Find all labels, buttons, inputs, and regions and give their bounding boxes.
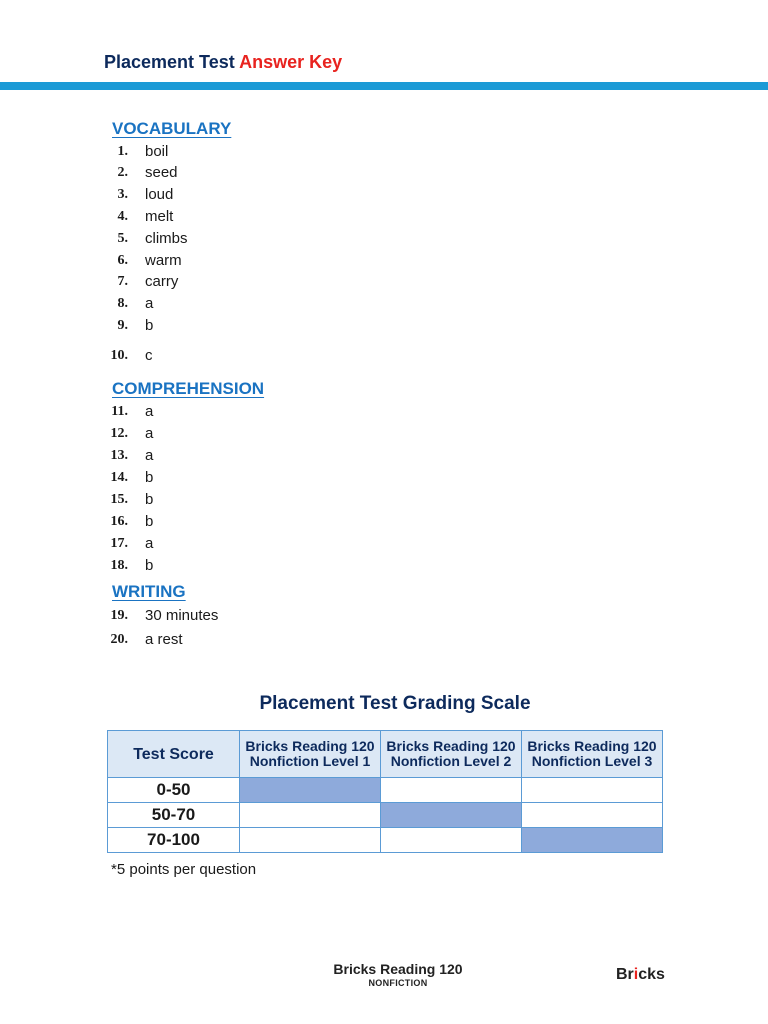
answer-text: a rest xyxy=(145,631,183,648)
answer-item xyxy=(100,142,360,162)
footer-brand-main: Bricks Reading 120 xyxy=(333,961,463,977)
answer-item xyxy=(100,346,360,366)
logo-text-accent: i xyxy=(633,966,639,983)
answer-item xyxy=(100,534,360,554)
answer-item xyxy=(100,229,360,249)
question-number: 13. xyxy=(110,448,128,463)
answer-item xyxy=(100,316,360,336)
answer-text: melt xyxy=(145,208,174,225)
grading-table xyxy=(107,730,663,853)
answer-item xyxy=(100,446,360,466)
col-header-level-3: Bricks Reading 120 Nonfiction Level 3 xyxy=(522,731,663,778)
answer-item xyxy=(100,272,360,292)
answer-text: a xyxy=(145,295,154,312)
col-header-test-score: Test Score xyxy=(108,731,240,778)
level-2-cell xyxy=(381,778,522,803)
question-number: 8. xyxy=(117,296,128,311)
score-range-cell: 0-50 xyxy=(108,778,240,803)
score-range-cell: 70-100 xyxy=(108,828,240,853)
grading-footnote: *5 points per question xyxy=(111,861,257,878)
answer-item xyxy=(100,424,360,444)
answer-item xyxy=(100,207,360,227)
header-rule xyxy=(0,82,768,90)
footer-brand xyxy=(331,962,465,990)
question-number: 1. xyxy=(117,144,128,159)
question-number: 12. xyxy=(110,426,128,441)
logo-text-start: Br xyxy=(616,966,634,983)
section-heading-vocabulary: VOCABULARY xyxy=(112,119,232,138)
question-number: 2. xyxy=(117,165,128,180)
answer-text: a xyxy=(145,535,154,552)
answer-item xyxy=(100,163,360,183)
question-number: 7. xyxy=(117,274,128,289)
answer-text: climbs xyxy=(145,230,188,247)
question-number: 11. xyxy=(111,404,128,419)
section-heading-comprehension: COMPREHENSION xyxy=(112,379,265,398)
answer-text: c xyxy=(145,347,153,364)
answer-text: seed xyxy=(145,164,178,181)
level-1-cell xyxy=(240,828,381,853)
question-number: 17. xyxy=(110,536,128,551)
level-2-cell xyxy=(381,828,522,853)
level-1-cell xyxy=(240,803,381,828)
question-number: 10. xyxy=(110,348,128,363)
question-number: 6. xyxy=(117,253,128,268)
question-number: 20. xyxy=(110,632,128,647)
answer-item xyxy=(100,251,360,271)
answer-text: warm xyxy=(145,252,182,269)
question-number: 16. xyxy=(110,514,128,529)
answer-text: 30 minutes xyxy=(145,607,219,624)
grading-scale-title: Placement Test Grading Scale xyxy=(259,693,531,714)
answer-text: boil xyxy=(145,143,169,160)
question-number: 3. xyxy=(117,187,128,202)
grading-header-row xyxy=(108,731,663,778)
bricks-logo xyxy=(616,966,665,984)
question-number: 4. xyxy=(117,209,128,224)
question-number: 5. xyxy=(117,231,128,246)
answer-item xyxy=(100,294,360,314)
footer-brand-sub: NONFICTION xyxy=(368,978,428,988)
question-number: 14. xyxy=(110,470,128,485)
answer-item xyxy=(100,606,360,626)
title-main: Placement Test xyxy=(104,52,235,72)
answer-text: a xyxy=(145,403,154,420)
answer-item xyxy=(100,402,360,422)
answer-text: b xyxy=(145,557,154,574)
answer-text: b xyxy=(145,513,154,530)
answer-item xyxy=(100,630,360,650)
grading-row xyxy=(108,828,663,853)
level-1-cell xyxy=(240,778,381,803)
page-title xyxy=(104,52,342,73)
col-header-level-2: Bricks Reading 120 Nonfiction Level 2 xyxy=(381,731,522,778)
answer-item xyxy=(100,556,360,576)
level-2-cell xyxy=(381,803,522,828)
question-number: 15. xyxy=(110,492,128,507)
answer-item xyxy=(100,468,360,488)
answer-item xyxy=(100,185,360,205)
answer-text: a xyxy=(145,425,154,442)
score-range-cell: 50-70 xyxy=(108,803,240,828)
question-number: 18. xyxy=(110,558,128,573)
section-heading-writing: WRITING xyxy=(112,582,186,601)
question-number: 19. xyxy=(110,608,128,623)
answer-text: b xyxy=(145,317,154,334)
col-header-level-1: Bricks Reading 120 Nonfiction Level 1 xyxy=(240,731,381,778)
answer-text: b xyxy=(145,491,154,508)
answer-text: carry xyxy=(145,273,179,290)
level-3-cell xyxy=(522,828,663,853)
level-3-cell xyxy=(522,778,663,803)
grading-row xyxy=(108,803,663,828)
answer-text: a xyxy=(145,447,154,464)
title-accent: Answer Key xyxy=(239,52,343,72)
logo-text-end: cks xyxy=(638,966,665,983)
answer-item xyxy=(100,512,360,532)
question-number: 9. xyxy=(117,318,128,333)
level-3-cell xyxy=(522,803,663,828)
grading-row xyxy=(108,778,663,803)
answer-item xyxy=(100,490,360,510)
answer-text: b xyxy=(145,469,154,486)
answer-text: loud xyxy=(145,186,174,203)
